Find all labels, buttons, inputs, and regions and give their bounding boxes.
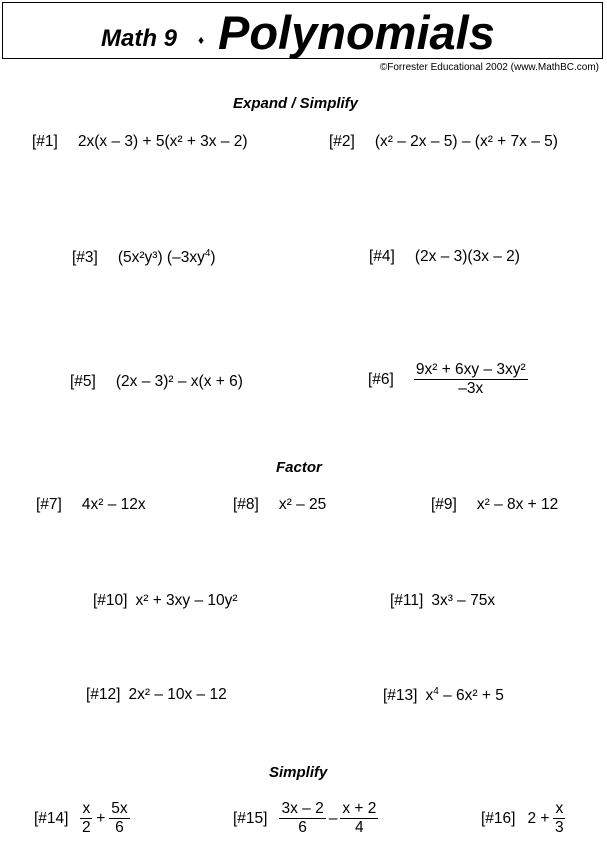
problem-13 bbox=[383, 686, 504, 705]
fraction bbox=[340, 801, 378, 836]
diamond-icon: ♦ bbox=[198, 33, 205, 47]
problem-number: [#15] bbox=[233, 809, 268, 827]
problem-expression: 3x³ – 75x bbox=[431, 592, 496, 609]
fraction-numerator: 5x bbox=[111, 800, 128, 817]
title-box bbox=[2, 2, 603, 59]
problem-number: [#7] bbox=[36, 496, 62, 513]
problem-expression: (x² – 2x – 5) – (x² + 7x – 5) bbox=[374, 133, 558, 150]
problem-expression bbox=[425, 686, 503, 705]
problem-number: [#4] bbox=[369, 248, 395, 265]
problem-number: [#5] bbox=[70, 373, 96, 390]
problem-number: [#1] bbox=[32, 133, 58, 150]
problem-15 bbox=[233, 801, 378, 836]
problem-9 bbox=[431, 496, 558, 514]
fraction-numerator: x + 2 bbox=[342, 800, 377, 817]
fraction-denominator: 4 bbox=[355, 819, 364, 836]
exponent: 4 bbox=[433, 686, 439, 697]
course-label: Math 9 bbox=[101, 25, 178, 52]
fraction-denominator: 2 bbox=[82, 819, 91, 836]
problem-4 bbox=[369, 248, 520, 266]
expression-part: 2 + bbox=[527, 809, 550, 827]
expression-part: (5x²y³) (–3xy bbox=[117, 249, 205, 266]
fraction-denominator: 6 bbox=[115, 819, 124, 836]
problem-number: [#6] bbox=[368, 370, 394, 388]
problem-8 bbox=[233, 496, 326, 514]
fraction-numerator: x bbox=[82, 800, 91, 817]
exponent: 4 bbox=[204, 248, 211, 259]
fraction-denominator: –3x bbox=[458, 380, 484, 397]
problem-expression: x² + 3xy – 10y² bbox=[135, 592, 238, 609]
problem-7 bbox=[36, 496, 146, 514]
section-factor: Factor bbox=[276, 459, 322, 476]
problem-1 bbox=[32, 133, 248, 151]
problem-expression: (2x – 3)(3x – 2) bbox=[414, 248, 520, 265]
problem-expression bbox=[118, 248, 216, 267]
expression-part: x bbox=[425, 687, 434, 704]
problem-expression: 2x² – 10x – 12 bbox=[128, 686, 227, 703]
fraction bbox=[414, 362, 528, 397]
expression-part: ) bbox=[210, 249, 216, 266]
fraction bbox=[109, 801, 129, 836]
problem-expression: x² – 25 bbox=[278, 496, 327, 513]
fraction-numerator: 9x² + 6xy – 3xy² bbox=[415, 361, 526, 378]
operator: – bbox=[328, 809, 338, 827]
problem-number: [#16] bbox=[481, 809, 516, 827]
problem-number: [#11] bbox=[390, 592, 424, 609]
problem-number: [#9] bbox=[431, 496, 457, 513]
problem-5 bbox=[70, 373, 243, 391]
fraction-denominator: 3 bbox=[555, 819, 564, 836]
problem-number: [#3] bbox=[72, 248, 98, 266]
expression-part: – 6x² + 5 bbox=[438, 687, 504, 704]
fraction bbox=[80, 801, 92, 836]
problem-16 bbox=[481, 801, 565, 836]
problem-11 bbox=[390, 592, 495, 610]
problem-number: [#14] bbox=[34, 809, 69, 827]
problem-2 bbox=[329, 133, 558, 151]
fraction-numerator: 3x – 2 bbox=[281, 800, 324, 817]
problem-number: [#2] bbox=[329, 133, 355, 150]
problem-number: [#13] bbox=[383, 686, 418, 704]
problem-expression: (2x – 3)² – x(x + 6) bbox=[115, 373, 243, 390]
problem-expression: x² – 8x + 12 bbox=[476, 496, 559, 513]
problem-6 bbox=[368, 362, 528, 397]
fraction bbox=[279, 801, 325, 836]
fraction-denominator: 6 bbox=[298, 819, 307, 836]
page-title: Polynomials bbox=[218, 6, 495, 59]
problem-3 bbox=[72, 248, 216, 267]
section-simplify: Simplify bbox=[269, 764, 328, 781]
problem-14 bbox=[34, 801, 130, 836]
problem-number: [#8] bbox=[233, 496, 259, 513]
problem-expression: 2x(x – 3) + 5(x² + 3x – 2) bbox=[77, 133, 248, 150]
problem-number: [#12] bbox=[86, 686, 121, 703]
fraction-numerator: x bbox=[555, 800, 564, 817]
copyright-notice: ©Forrester Educational 2002 (www.MathBC.com) bbox=[379, 62, 599, 73]
problem-10 bbox=[93, 592, 238, 610]
problem-number: [#10] bbox=[93, 592, 128, 609]
operator: + bbox=[96, 809, 106, 827]
section-expand-simplify: Expand / Simplify bbox=[233, 95, 359, 112]
problem-expression: 4x² – 12x bbox=[81, 496, 146, 513]
fraction bbox=[553, 801, 565, 836]
problem-12 bbox=[86, 686, 227, 704]
